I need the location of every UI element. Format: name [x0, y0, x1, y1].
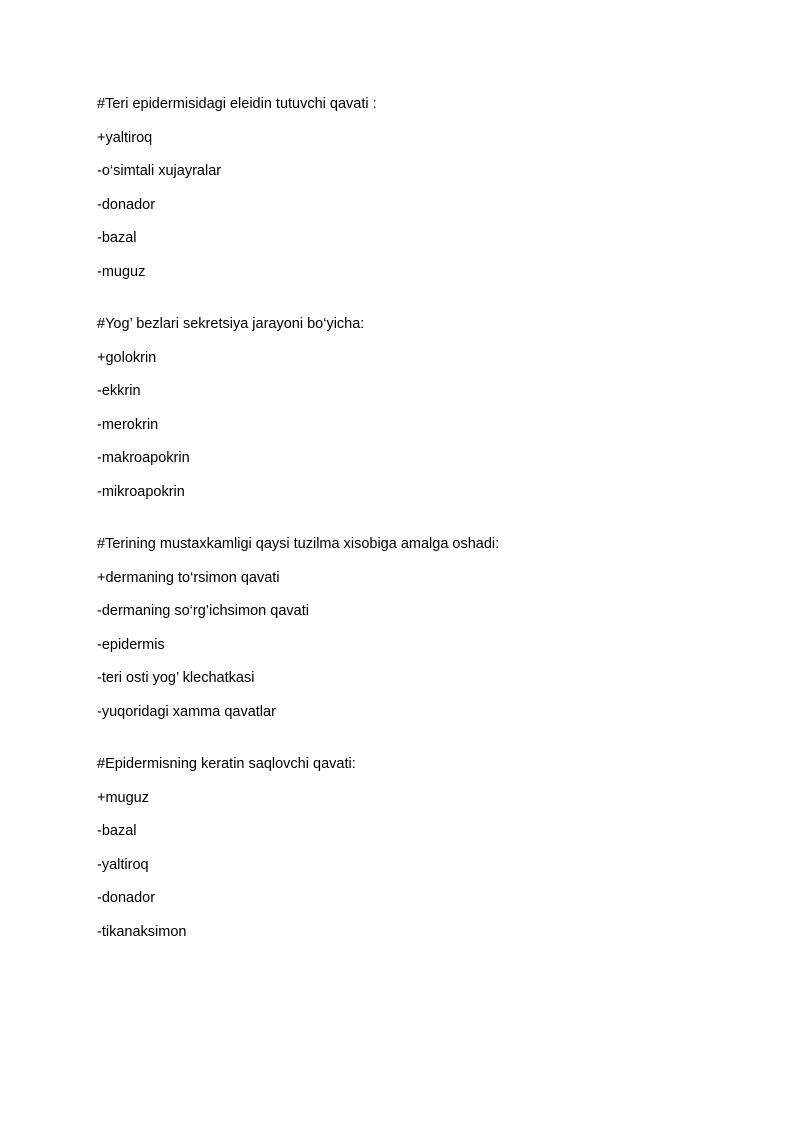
- answer-option: -dermaning so‘rg’ichsimon qavati: [97, 603, 309, 620]
- answer-option: -bazal: [97, 230, 137, 247]
- answer-option: -muguz: [97, 263, 146, 280]
- question-text: #Terining mustaxkamligi qaysi tuzilma xisobiga amalga oshadi:: [97, 535, 500, 552]
- answer-option: -bazal: [97, 823, 137, 840]
- question-text: #Teri epidermisidagi eleidin tutuvchi qavati :: [97, 96, 377, 112]
- answer-option: -tikanaksimon: [97, 923, 187, 940]
- answer-option: -merokrin: [97, 416, 159, 433]
- question-block-1: [97, 94, 717, 282]
- answer-option: -yaltiroq: [97, 856, 149, 873]
- answer-option: -donador: [97, 196, 156, 213]
- answer-option: -epidermis: [97, 636, 165, 653]
- correct-answer: +dermaning to‘rsimon qavati: [97, 569, 280, 586]
- question-text: #Yog’ bezlari sekretsiya jarayoni bo‘yicha:: [97, 315, 365, 332]
- answer-option: -mikroapokrin: [97, 483, 185, 500]
- question-block-4: [97, 754, 717, 942]
- correct-answer: +muguz: [97, 789, 149, 806]
- question-text: #Epidermisning keratin saqlovchi qavati:: [97, 755, 356, 772]
- answer-option: -ekkrin: [97, 383, 141, 400]
- question-block-3: [97, 534, 717, 722]
- correct-answer: +golokrin: [97, 349, 157, 366]
- answer-option: -makroapokrin: [97, 450, 190, 467]
- question-block-2: [97, 314, 717, 502]
- answer-option: -o‘simtali xujayralar: [97, 163, 222, 180]
- correct-answer: +yaltiroq: [97, 129, 153, 146]
- document-content: [97, 94, 717, 974]
- answer-option: -donador: [97, 890, 156, 907]
- answer-option: -teri osti yog’ klechatkasi: [97, 670, 255, 687]
- answer-option: -yuqoridagi xamma qavatlar: [97, 703, 276, 720]
